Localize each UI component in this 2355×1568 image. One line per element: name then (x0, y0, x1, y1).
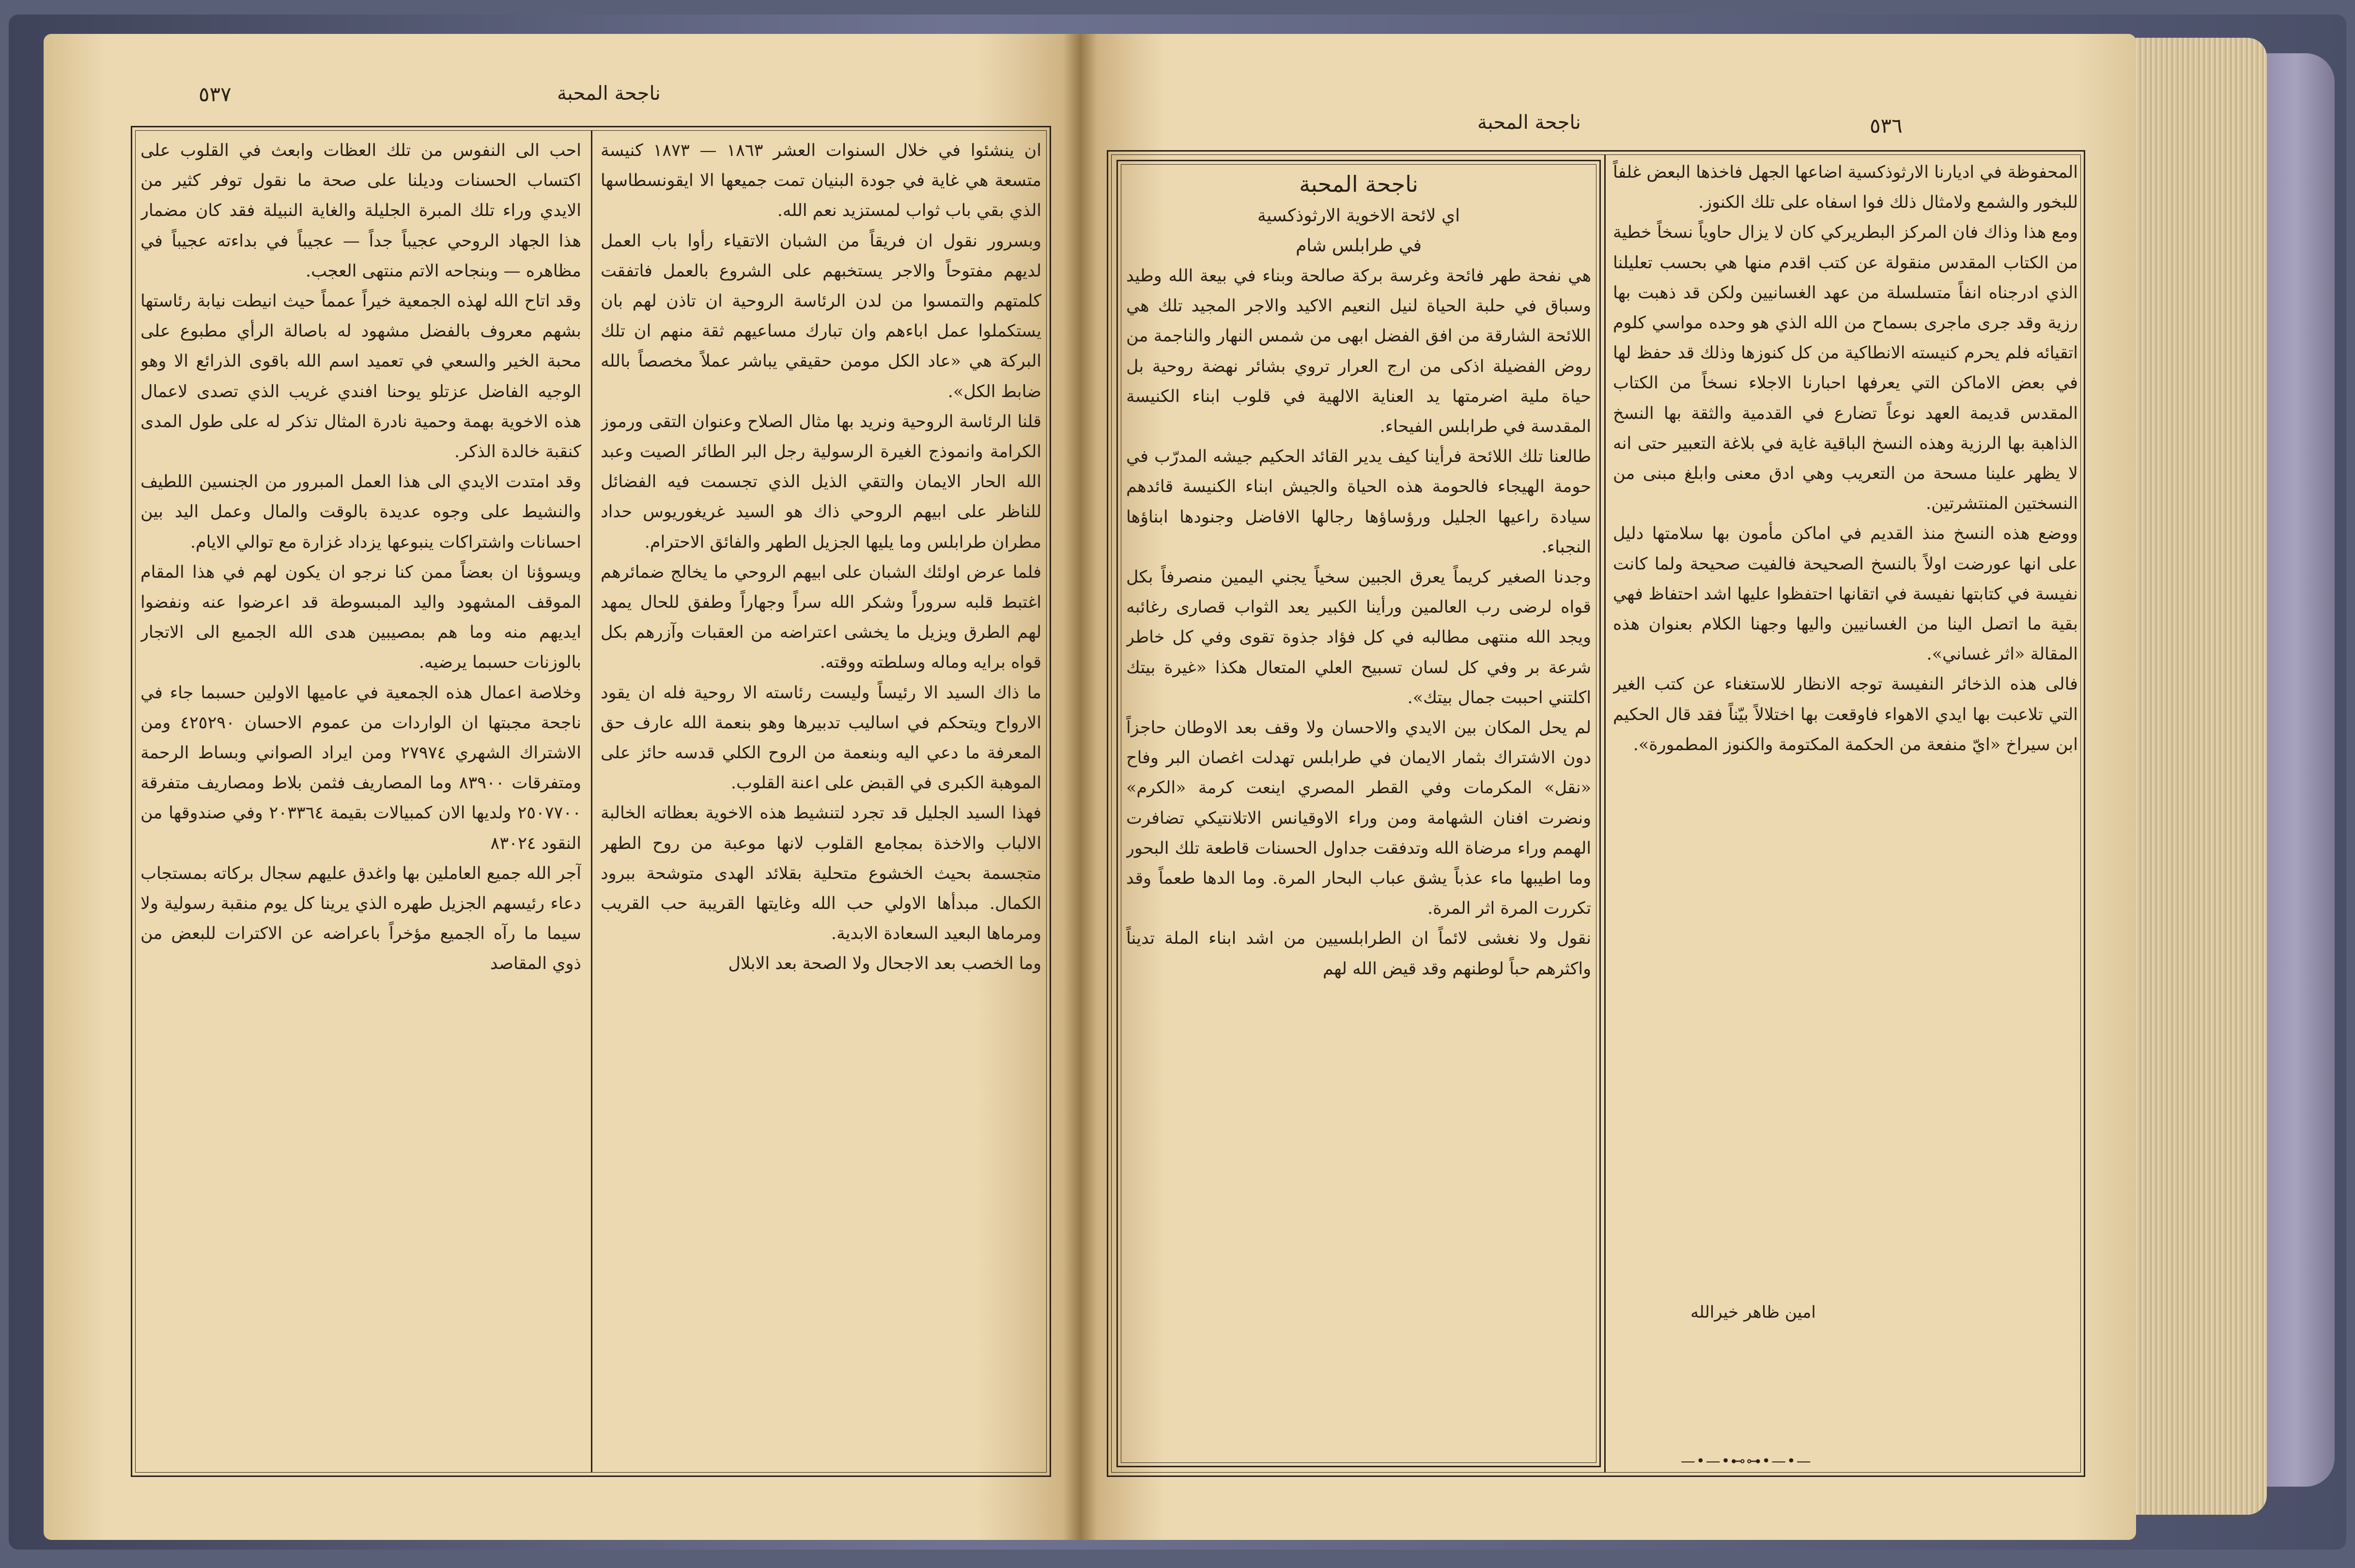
column-left (140, 136, 581, 1472)
paragraph: آجر الله جميع العاملين بها واغدق عليهم سجال بركاته بمستجاب دعاء رئيسهم الجزيل طهره الذي يرينا كل يوم منقبة رسولية ولا سيما ما رآه الجميع مؤخراً باعراضه عن الاكترات للبعض من ذوي المقاصد (140, 863, 581, 974)
paragraph: هي نفحة طهر فائحة وغرسة بركة صالحة وبناء في بيعة الله وطيد وسباق في حلبة الحياة لنيل النعيم الاكيد والاجر المجيد تلك هي اللائحة الشارقة من افق الفضل ابهى من شمس النهار والناجمة من روض الفضيلة اذكى من ارج العرار تروي بشائر نهضة روحية بل حياة ملية اضرمتها يد العناية الالهية في قلوب ابناء الكنيسة المقدسة في طرابلس الفيحاء. (1126, 266, 1591, 437)
paragraph: فالى هذه الذخائر النفيسة توجه الانظار للاستغناء عن كتب الغير التي تلاعبت بها ايدي الاهواء فاوقعت بها اختلالاً بيّناً فقد قال الحكيم ابن سيراخ «ايّ منفعة من الحكمة المكتومة والكنوز المطمورة». (1613, 675, 2078, 754)
article-box-text (1126, 167, 1591, 1460)
paragraph: وما الخصب بعد الاجحال ولا الصحة بعد الابلال (728, 954, 1041, 974)
column-right (601, 136, 1041, 1472)
paragraph: وجدنا الصغير كريماً يعرق الجبين سخياً يجني اليمين منصرفاً بكل قواه لرضى رب العالمين ورأينا الكبير يعد الثواب قصارى رغائبه ويجد الله منتهى مطالبه في كل فؤاد جذوة تقوى وفي كل خاطر شرعة بر وفي كل لسان تسبيح العلي المتعال هكذا «غيرة بيتك اكلتني احببت جمال بيتك». (1126, 568, 1591, 707)
paragraph: المحفوظة في اديارنا الارثوذكسية اضاعها الجهل فاخذها البعض غلفاً للبخور والشمع ولامثال ذلك فوا اسفاه على تلك الكنوز. (1613, 163, 2078, 213)
paragraph: ان ينشئوا في خلال السنوات العشر ١٨٦٣ — ١٨٧٣ كنيسة متسعة هي غاية في جودة البنيان تمت جميعها الا ايقونسطاسها الذي بقي باب ثواب لمستزيد نعم الله. (601, 141, 1041, 221)
left-page (44, 34, 1080, 1540)
column-divider (591, 131, 592, 1472)
author-signature: امين ظاهر خيرالله (1690, 1303, 1816, 1322)
book-cover-edge (2257, 53, 2335, 1487)
column-divider (1604, 155, 1606, 1472)
paragraph: نقول ولا نغشى لائماً ان الطرابلسيين من اشد ابناء الملة تديناً واكثرهم حباً لوطنهم وقد قيض الله لهم (1126, 929, 1591, 979)
paragraph: فهذا السيد الجليل قد تجرد لتنشيط هذه الاخوية بعظاته الخالبة الالباب والاخذة بمجامع القلوب لانها موعبة من روح الطهر متجسمة بحيث الخشوع متحلية بقلائد الهدى متوشحة ببرود الكمال. مبدأها الاولي حب الله وغايتها القريبة حب القريب ومرماها البعيد السعادة الابدية. (601, 803, 1041, 944)
paragraph: لم يحل المكان بين الايدي والاحسان ولا وقف بعد الاوطان حاجزاً دون الاشتراك بثمار الايمان في طرابلس تهدلت اغصان البر وفاح «نقل» المكرمات وفي القطر المصري اينعت كرمة «الكرم» ونضرت افنان الشهامة ومن وراء الاوقيانس الاتلانتيكي تضافرت الهمم وراء مرضاة الله وتدفقت جداول الحسنات قاطعة تلك البحور وما اطيبها ماء عذباً يشق عباب البحار المرة. وما الدها طعماً وقد تكررت المرة اثر المرة. (1126, 718, 1591, 919)
paragraph: وخلاصة اعمال هذه الجمعية في عاميها الاولين حسبما جاء في ناجحة مجبتها ان الواردات من عموم الاحسان ٤٢٥٢٩٠ ومن الاشتراك الشهري ٢٧٩٧٤ ومن ايراد الصواني وبساط الرحمة ومتفرقات ٨٣٩٠٠ وما المصاريف فثمن بلاط ومصاريف متفرقة ٢٥٠٧٧٠٠ ولديها الان كمبيالات بقيمة ٢٠٣٣٦٤ وفي صندوقها من النقود ٨٣٠٢٤ (140, 683, 581, 853)
article-title: ناجحة المحبة (1299, 171, 1418, 197)
paragraph: وبسرور نقول ان فريقاً من الشبان الاتقياء رأوا باب العمل لديهم مفتوحاً والاجر يستخبهم على الشروع بالعمل فاتفقت كلمتهم والتمسوا من لدن الرئاسة الروحية ان تاذن لهم بان يستكملوا عمل اباءهم وان تبارك مساعيهم ثقة منهم ان تلك البركة هي «عاد الكل مومن حقيقي يباشر عملاً مخصصاً بالله ضابط الكل». (601, 231, 1041, 401)
paragraph: فلما عرض اولئك الشبان على ابيهم الروحي ما يخالج ضمائرهم اغتبط قلبه سروراً وشكر الله سراً وجهاراً وطفق للحال يمهد لهم الطرق ويزيل ما يخشى اعتراضه من العقبات وآزرهم بكل قواه برايه وماله وسلطته ووقته. (601, 562, 1041, 673)
book-gutter (1063, 34, 1097, 1540)
article-subtitle: اي لائحة الاخوية الارثوذكسية (1257, 206, 1460, 226)
page-number: ٥٣٧ (199, 82, 232, 106)
paragraph: وقد اتاح الله لهذه الجمعية خيراً عمماً حيث انيطت نيابة رئاستها بشهم معروف بالفضل مشهود له باصالة الرأي مطبوع على محبة الخير والسعي في تعميد اسم الله باقوى الذرائع الا وهو الوجيه الفاضل عزتلو يوحنا افندي غريب الذي تصدى لاعمال هذه الاخوية بهمة وحمية نادرة المثال تذكر له على طول المدى كنقبة خالدة الذكر. (140, 292, 581, 462)
article-subtitle-place: في طرابلس شام (1296, 236, 1422, 256)
page-number: ٥٣٦ (1870, 114, 1903, 138)
paragraph: ووضع هذه النسخ منذ القديم في اماكن مأمون بها سلامتها دليل على انها عورضت اولاً بالنسخ الصحيحة فالفيت صحيحة ولما كانت نفيسة في كتابتها نفيسة في اتقانها احتفظوا عليها اشد احتفاظ فهي بقية ما اتصل الينا من الغسانيين واليها وجهنا الكلام بعنوان هذه المقالة «اثر غساني». (1613, 524, 2078, 664)
paragraph: وقد امتدت الايدي الى هذا العمل المبرور من الجنسين اللطيف والنشيط على وجوه عديدة بالوقت والمال وعمل اليد بين احسانات واشتراكات ينبوعها يزداد غزارة مع توالي الايام. (140, 472, 581, 552)
paragraph: احب الى النفوس من تلك العظات وابعث في القلوب على اكتساب الحسنات وديلنا على صحة ما نقول توفر كثير من الايدي وراء تلك المبرة الجليلة والغاية النبيلة فقد كان مضمار هذا الجهاد الروحي عجيباً جداً — عجيباً في بداءته عجيباً في مظاهره — وبنجاحه الاتم منتهى العجب. (140, 141, 581, 281)
column-outer (1613, 157, 2078, 1281)
paragraph: ومع هذا وذاك فان المركز البطريركي كان لا يزال حاوياً نسخاً خطية من الكتاب المقدس منقولة عن كتب اقدم منها هي بحسب تعليلنا الذي ادرجناه انفاً متسلسلة من عهد الغسانيين ولكن قد ذهبت بها رزية وقد جرى ماجرى بسماح من الله الذي هو وحده مواسي كلوم اتقيائه فلم يحرم كنيسته الانطاكية من كل كنوزها وذلك قد حفظ لها في بعض الاماكن التي يعرفها احبارنا الاجلاء نسخاً من الكتاب المقدس قديمة العهد نوعاً تضارع في القدمية والثقة بها النسخ الذاهبة بها الرزية وهذه النسخ الباقية غاية في بلاغة التعبير حتى انه لا يظهر علينا مسحة من التعريب وهي ادق معنى وابلغ مبنى من النسختين المنتشرتين. (1613, 223, 2078, 514)
right-page (1080, 34, 2136, 1540)
paragraph: قلنا الرئاسة الروحية ونريد بها مثال الصلاح وعنوان التقى ورموز الكرامة وانموذج الغيرة الرسولية رجل البر الطائر الصيت وعبد الله الحار الايمان والتقي الذيل الذي تجسمت فيه الفضائل للناظر على ابيهم الروحي ذاك هو السيد غريغوريوس حداد مطران طرابلس وما يليها الجزيل الطهر والفائق الاحترام. (601, 412, 1041, 552)
page-edges (2122, 38, 2267, 1515)
paragraph: طالعنا تلك اللائحة فرأينا كيف يدير القائد الحكيم جيشه المدرّب في حومة الهيجاء فالحومة هذه الحياة والجيش ابناء الكنيسة قائدهم سيادة راعيها الجليل ورؤساؤها رجالها الافاضل وجنودها ابناؤها النجباء. (1126, 447, 1591, 557)
running-head: ناجحة المحبة (1477, 111, 1581, 134)
running-head: ناجحة المحبة (557, 82, 661, 105)
ornament-divider: —•—•⊷⊶•—•— (1681, 1453, 1812, 1470)
paragraph: ما ذاك السيد الا رئيساً وليست رئاسته الا روحية فله ان يقود الارواح ويتحكم في اساليب تدبيرها وهو بنعمة الله عارف حق المعرفة ما دعي اليه وبنعمة من الروح الكلي قدسه حائز على الموهبة الكبرى في القبض على اعنة القلوب. (601, 683, 1041, 793)
paragraph: ويسوؤنا ان بعضاً ممن كنا نرجو ان يكون لهم في هذا المقام الموقف المشهود واليد المبسوطة قد اعرضوا عنه ونفضوا ايديهم منه وما هم بمصيبين هدى الله الجميع الى الاتجار بالوزنات حسبما يرضيه. (140, 562, 581, 673)
